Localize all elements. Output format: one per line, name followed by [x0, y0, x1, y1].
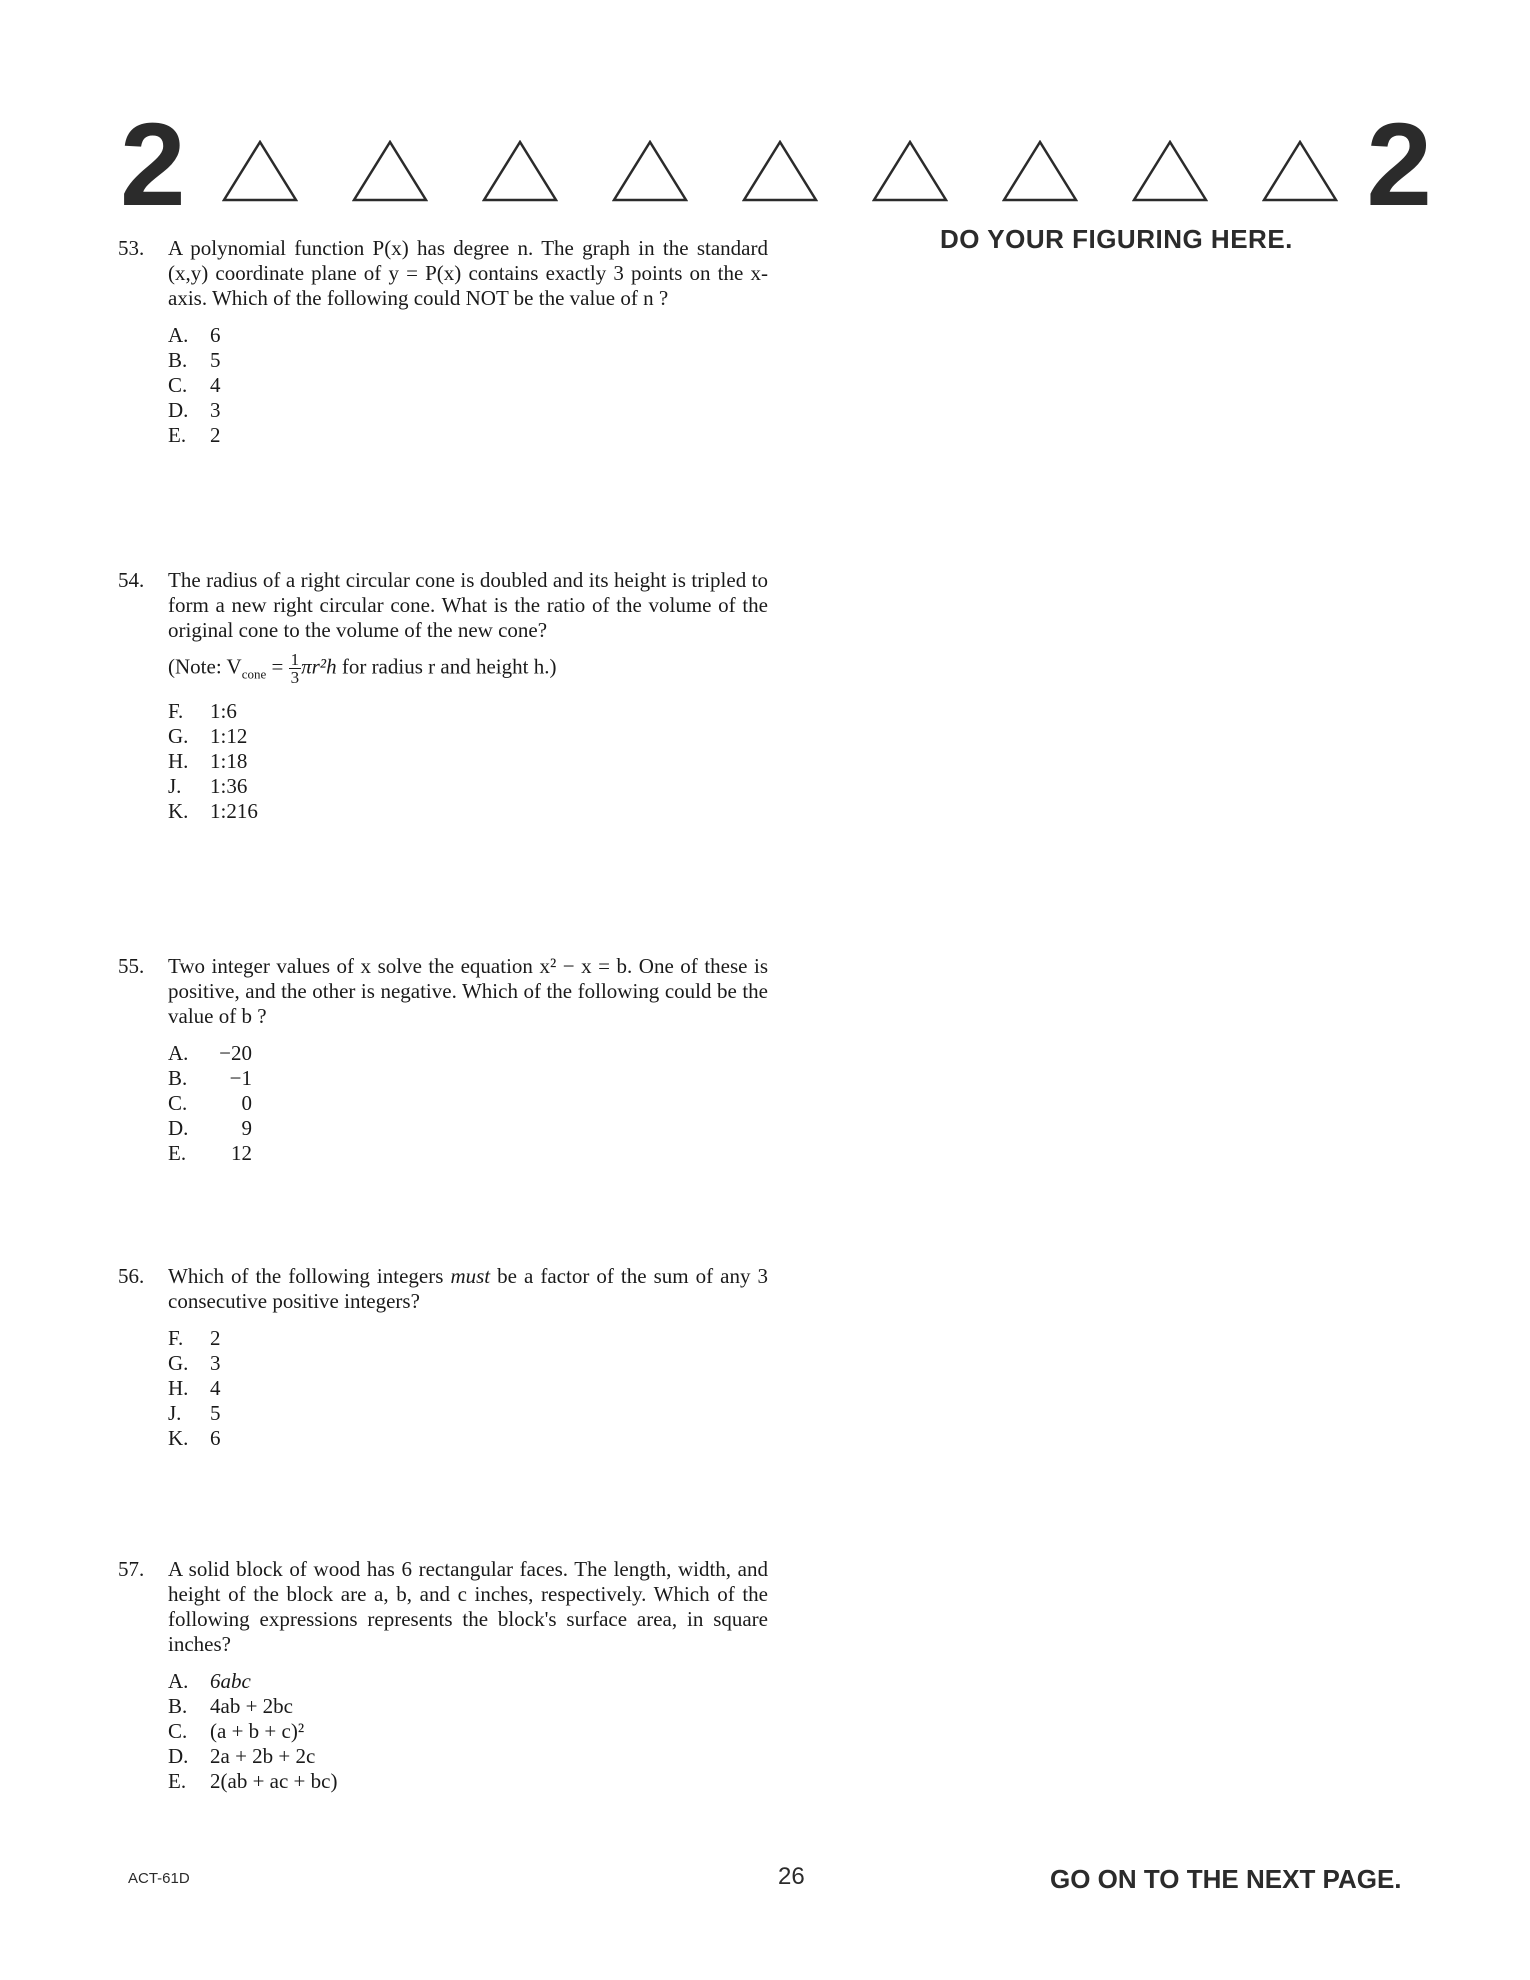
answer-choices — [168, 699, 768, 824]
answer-choice[interactable]: G. 1:12 — [168, 723, 248, 748]
answer-choice[interactable]: B. −1 — [168, 1066, 252, 1090]
answer-choice[interactable]: A. 6 — [168, 323, 221, 347]
answer-choice[interactable]: D. 2a + 2b + 2c — [168, 1744, 316, 1768]
scratch-area-label: DO YOUR FIGURING HERE. — [940, 224, 1293, 254]
triangle-outline-icon — [222, 140, 298, 202]
answer-choice[interactable]: K. 6 — [168, 1426, 221, 1450]
answer-choice[interactable]: B. 4ab + 2bc — [168, 1694, 293, 1718]
question-number: 54. — [118, 568, 145, 592]
section-number-left: 2 — [120, 99, 186, 231]
triangle-outline-icon — [612, 140, 688, 202]
fraction: $\frac{1}{3}$ — [290, 650, 300, 687]
triangle-outline-icon — [1132, 140, 1208, 202]
formula-note: (Note: $V_{cone}$ = $\frac{1}{3}$ πr²h for radius r and height h.) — [168, 650, 557, 687]
answer-choices — [168, 1041, 768, 1166]
answer-choice[interactable]: E. 2 — [168, 423, 221, 447]
question-text: A solid block of wood has 6 rectangular faces. The length, width, and height of the block are a, b, and c inches, respectively. Which of the following expressions represents the block's surface area, in square inches? — [168, 1557, 768, 1656]
triangle-outline-icon — [1002, 140, 1078, 202]
answer-choices — [168, 323, 768, 448]
answer-choices — [168, 1669, 768, 1794]
question-number: 53. — [118, 236, 145, 260]
question-57 — [118, 1557, 768, 1794]
answer-choice[interactable]: F. 2 — [168, 1326, 221, 1350]
question-53 — [118, 236, 768, 448]
answer-choice[interactable]: F. 1:6 — [168, 698, 237, 723]
question-text: Two integer values of x solve the equation x² − x = b. One of these is positive, and the other is negative. Which of the following could be the value of b ? — [168, 954, 768, 1028]
answer-choice[interactable]: G. 3 — [168, 1351, 221, 1375]
question-number: 55. — [118, 954, 145, 978]
answer-choice[interactable]: D. 9 — [168, 1116, 252, 1140]
answer-choice[interactable]: A. −20 — [168, 1041, 252, 1065]
triangle-outline-icon — [1262, 140, 1338, 202]
form-code: ACT-61D — [128, 1870, 190, 1887]
question-55 — [118, 954, 768, 1166]
answer-choice[interactable]: C. 4 — [168, 373, 221, 397]
next-page-instruction: GO ON TO THE NEXT PAGE. — [1050, 1864, 1402, 1894]
triangle-outline-icon — [742, 140, 818, 202]
answer-choice[interactable]: H. 4 — [168, 1376, 221, 1400]
section-number-right: 2 — [1366, 99, 1432, 231]
question-56 — [118, 1264, 768, 1451]
question-text: The radius of a right circular cone is doubled and its height is tripled to form a new right circular cone. What is the ratio of the volume of the original cone to the volume of the new cone? — [168, 568, 768, 642]
triangle-outline-icon — [482, 140, 558, 202]
question-text: Which of the following integers must be a factor of the sum of any 3 consecutive positive integers? — [168, 1264, 768, 1313]
answer-choice[interactable]: J. 5 — [168, 1401, 221, 1425]
question-number: 57. — [118, 1557, 145, 1581]
question-text: A polynomial function P(x) has degree n. The graph in the standard (x,y) coordinate plane of y = P(x) contains exactly 3 points on the x-axis. Which of the following could NOT be the value of n ? — [168, 236, 768, 310]
triangle-outline-icon — [872, 140, 948, 202]
answer-choice[interactable]: D. 3 — [168, 398, 221, 422]
triangle-outline-icon — [352, 140, 428, 202]
answer-choice[interactable]: E. 12 — [168, 1141, 252, 1165]
answer-choice[interactable]: B. 5 — [168, 348, 221, 372]
answer-choice[interactable]: K. 1:216 — [168, 798, 258, 823]
answer-choice[interactable]: J. 1:36 — [168, 773, 248, 798]
answer-choice[interactable]: E. 2(ab + ac + bc) — [168, 1769, 338, 1793]
question-54 — [118, 568, 768, 824]
answer-choice[interactable]: C. (a + b + c)² — [168, 1719, 305, 1743]
answer-choices — [168, 1326, 768, 1451]
page-number: 26 — [778, 1863, 805, 1890]
question-number: 56. — [118, 1264, 145, 1288]
answer-choice[interactable]: H. 1:18 — [168, 748, 248, 773]
answer-choice[interactable]: C. 0 — [168, 1091, 252, 1115]
answer-choice[interactable]: A. 6abc — [168, 1669, 251, 1693]
section-header — [112, 99, 1432, 231]
triangle-row — [222, 140, 1342, 210]
